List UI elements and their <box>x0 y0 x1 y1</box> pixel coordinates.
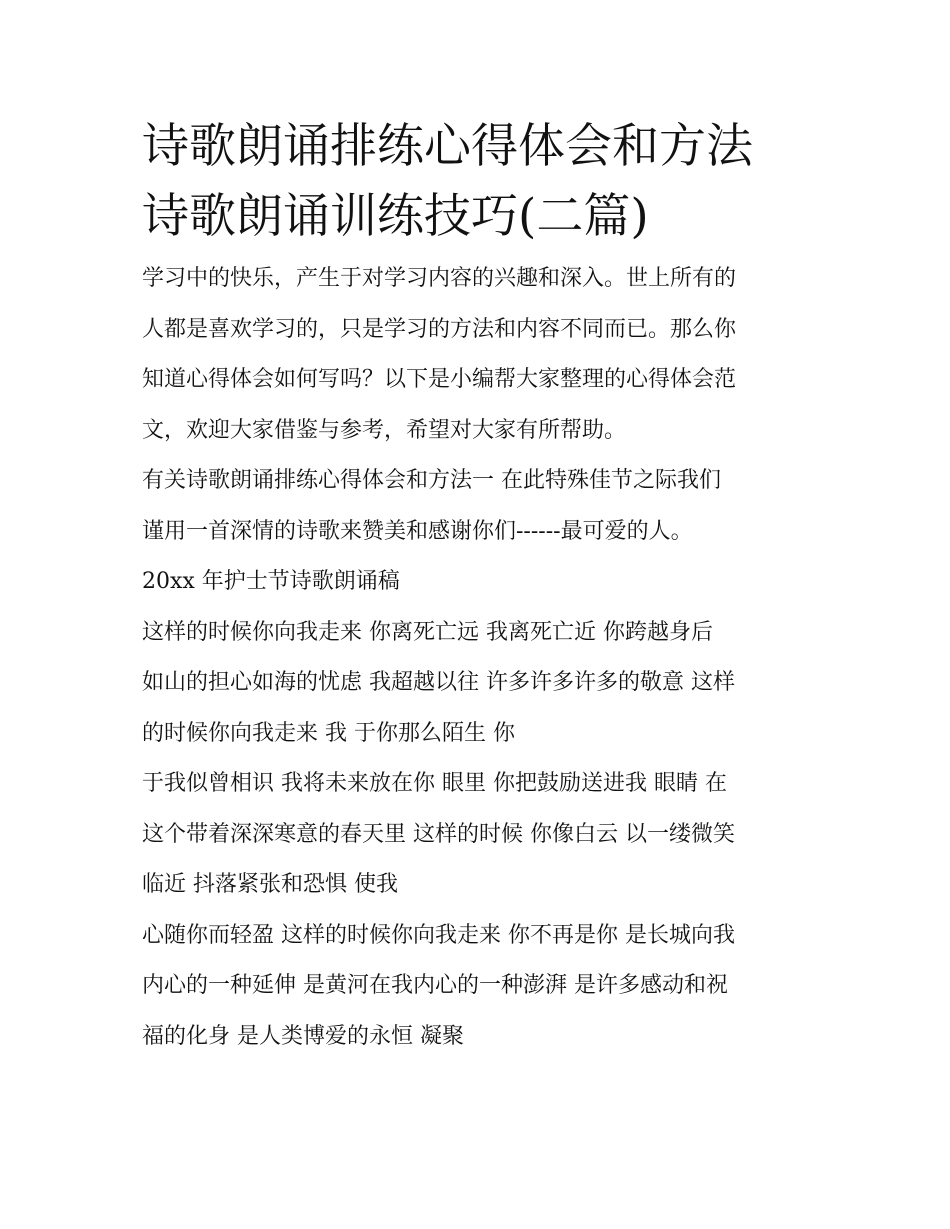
text-line: 知道心得体会如何写吗？以下是小编帮大家整理的心得体会范 <box>142 367 737 392</box>
section-intro-paragraph <box>142 456 820 557</box>
poem-paragraph-2 <box>142 759 820 911</box>
text-line: 内心的一种延伸 是黄河在我内心的一种澎湃 是许多感动和祝 <box>142 973 728 998</box>
intro-paragraph <box>142 254 820 456</box>
text-line: 的时候你向我走来 我 于你那么陌生 你 <box>142 720 515 746</box>
title-line-2: 诗歌朗诵训练技巧(二篇) <box>142 189 649 244</box>
text-line: 这样的时候你向我走来 你离死亡远 我离死亡近 你跨越身后 <box>142 619 713 645</box>
title-line-1: 诗歌朗诵排练心得体会和方法 <box>142 119 753 174</box>
document-title <box>142 112 820 252</box>
document-body <box>142 112 820 1062</box>
text-line: 临近 抖落紧张和恐惧 使我 <box>142 872 398 897</box>
text-line: 谨用一首深情的诗歌来赞美和感谢你们------最可爱的人。 <box>142 518 693 544</box>
text-line: 心随你而轻盈 这样的时候你向我走来 你不再是你 是长城向我 <box>142 922 735 948</box>
text-line: 于我似曾相识 我将未来放在你 眼里 你把鼓励送进我 眼睛 在 <box>142 771 727 796</box>
text-line: 这个带着深深寒意的春天里 这样的时候 你像白云 以一缕微笑 <box>142 821 735 847</box>
poem-paragraph-3 <box>142 911 820 1063</box>
text-line: 如山的担心如海的忧虑 我超越以往 许多许多许多的敬意 这样 <box>142 670 735 695</box>
text-line: 福的化身 是人类博爱的永恒 凝聚 <box>142 1023 464 1049</box>
text-line: 人都是喜欢学习的，只是学习的方法和内容不同而已。那么你 <box>142 316 737 342</box>
text-line: 文，欢迎大家借鉴与参考，希望对大家有所帮助。 <box>142 417 627 443</box>
text-line: 20xx 年护士节诗歌朗诵稿 <box>142 569 400 594</box>
text-line: 学习中的快乐，产生于对学习内容的兴趣和深入。世上所有的 <box>142 266 737 291</box>
text-line: 有关诗歌朗诵排练心得体会和方法一 在此特殊佳节之际我们 <box>142 468 721 493</box>
poem-heading <box>142 557 820 608</box>
poem-paragraph-1 <box>142 608 820 760</box>
